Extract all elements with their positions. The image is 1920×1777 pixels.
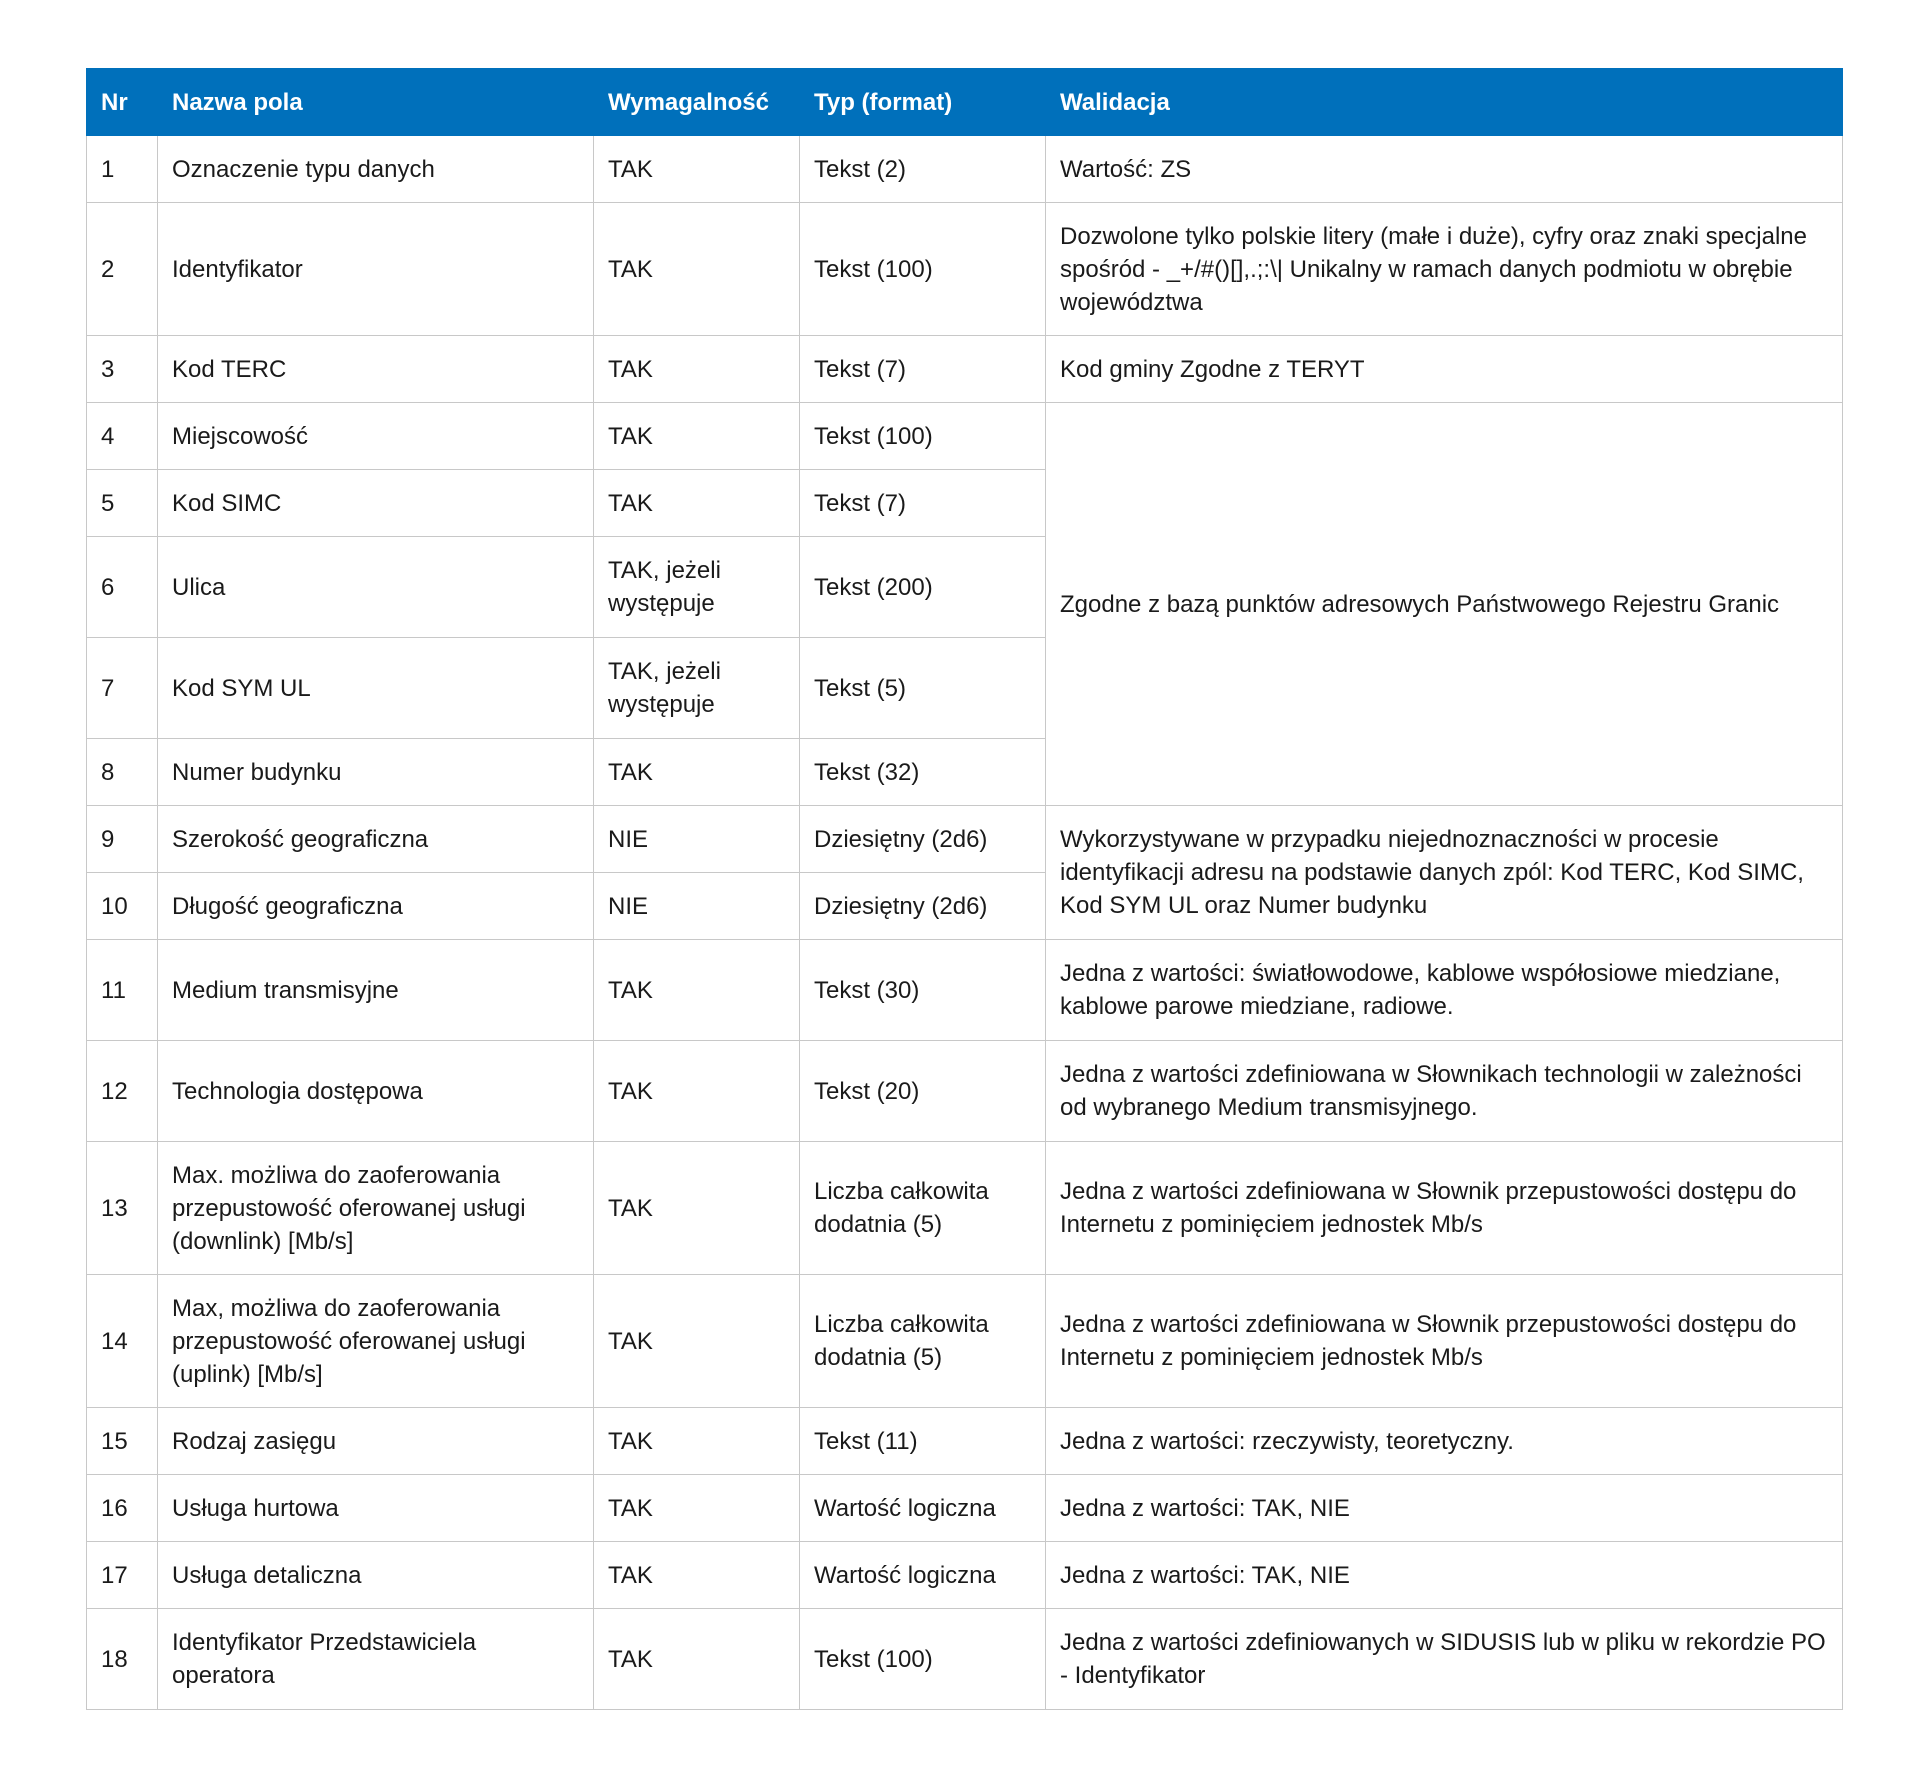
table-body — [87, 136, 1843, 1710]
cell-validation: Jedna z wartości zdefiniowanych w SIDUSIS lub w pliku w rekordzie PO - Identyfikator — [1046, 1609, 1843, 1710]
header-validation: Walidacja — [1046, 69, 1843, 136]
cell-nr: 16 — [87, 1475, 158, 1542]
header-field-name: Nazwa pola — [158, 69, 594, 136]
cell-nr: 1 — [87, 136, 158, 203]
cell-field-name: Identyfikator — [158, 203, 594, 336]
table-row — [87, 806, 1843, 873]
table-row — [87, 136, 1843, 203]
cell-field-name: Max. możliwa do zaoferowania przepustowość oferowanej usługi (downlink) [Mb/s] — [158, 1142, 594, 1275]
cell-nr: 8 — [87, 739, 158, 806]
cell-type-format: Wartość logiczna — [800, 1475, 1046, 1542]
cell-field-name: Usługa detaliczna — [158, 1542, 594, 1609]
cell-type-format: Tekst (32) — [800, 739, 1046, 806]
cell-type-format: Tekst (20) — [800, 1041, 1046, 1142]
cell-requirement: TAK, jeżeli występuje — [594, 537, 800, 638]
header-nr: Nr — [87, 69, 158, 136]
cell-type-format: Tekst (2) — [800, 136, 1046, 203]
cell-type-format: Tekst (100) — [800, 203, 1046, 336]
cell-requirement: TAK — [594, 1275, 800, 1408]
cell-field-name: Numer budynku — [158, 739, 594, 806]
cell-field-name: Długość geograficzna — [158, 873, 594, 940]
header-requirement: Wymagalność — [594, 69, 800, 136]
cell-nr: 10 — [87, 873, 158, 940]
cell-nr: 13 — [87, 1142, 158, 1275]
cell-requirement: TAK — [594, 1408, 800, 1475]
cell-validation: Kod gminy Zgodne z TERYT — [1046, 336, 1843, 403]
cell-field-name: Szerokość geograficzna — [158, 806, 594, 873]
cell-requirement: TAK — [594, 403, 800, 470]
cell-field-name: Kod SIMC — [158, 470, 594, 537]
cell-requirement: TAK — [594, 739, 800, 806]
cell-validation: Dozwolone tylko polskie litery (małe i duże), cyfry oraz znaki specjalne spośród - _+/#()[],.;:\| Unikalny w ramach danych podmiotu w obrębie województwa — [1046, 203, 1843, 336]
table-header — [87, 69, 1843, 136]
cell-type-format: Tekst (100) — [800, 403, 1046, 470]
header-type-format: Typ (format) — [800, 69, 1046, 136]
cell-type-format: Tekst (11) — [800, 1408, 1046, 1475]
cell-requirement: TAK — [594, 1475, 800, 1542]
cell-nr: 2 — [87, 203, 158, 336]
cell-nr: 12 — [87, 1041, 158, 1142]
cell-type-format: Tekst (200) — [800, 537, 1046, 638]
field-spec-table — [86, 68, 1843, 1710]
table-row — [87, 1041, 1843, 1142]
cell-requirement: TAK — [594, 1609, 800, 1710]
cell-validation: Jedna z wartości: rzeczywisty, teoretyczny. — [1046, 1408, 1843, 1475]
cell-field-name: Max, możliwa do zaoferowania przepustowość oferowanej usługi (uplink) [Mb/s] — [158, 1275, 594, 1408]
table-row — [87, 403, 1843, 470]
cell-requirement: TAK — [594, 136, 800, 203]
cell-nr: 11 — [87, 940, 158, 1041]
cell-requirement: NIE — [594, 873, 800, 940]
cell-field-name: Ulica — [158, 537, 594, 638]
cell-field-name: Miejscowość — [158, 403, 594, 470]
spec-table-container — [86, 68, 1842, 1710]
cell-nr: 6 — [87, 537, 158, 638]
cell-validation-merged: Wykorzystywane w przypadku niejednoznaczności w procesie identyfikacji adresu na podstawie danych zpól: Kod TERC, Kod SIMC, Kod SYM UL oraz Numer budynku — [1046, 806, 1843, 940]
cell-requirement: NIE — [594, 806, 800, 873]
cell-type-format: Dziesiętny (2d6) — [800, 873, 1046, 940]
cell-field-name: Rodzaj zasięgu — [158, 1408, 594, 1475]
table-row — [87, 1408, 1843, 1475]
cell-nr: 9 — [87, 806, 158, 873]
cell-validation: Jedna z wartości: TAK, NIE — [1046, 1475, 1843, 1542]
cell-requirement: TAK — [594, 470, 800, 537]
cell-requirement: TAK — [594, 940, 800, 1041]
cell-type-format: Dziesiętny (2d6) — [800, 806, 1046, 873]
table-row — [87, 203, 1843, 336]
cell-requirement: TAK — [594, 1142, 800, 1275]
table-row — [87, 1609, 1843, 1710]
cell-type-format: Wartość logiczna — [800, 1542, 1046, 1609]
cell-requirement: TAK — [594, 203, 800, 336]
cell-validation-merged: Zgodne z bazą punktów adresowych Państwowego Rejestru Granic — [1046, 403, 1843, 806]
cell-type-format: Tekst (7) — [800, 470, 1046, 537]
cell-nr: 3 — [87, 336, 158, 403]
cell-nr: 17 — [87, 1542, 158, 1609]
cell-field-name: Kod TERC — [158, 336, 594, 403]
cell-requirement: TAK, jeżeli występuje — [594, 638, 800, 739]
cell-field-name: Kod SYM UL — [158, 638, 594, 739]
cell-nr: 15 — [87, 1408, 158, 1475]
cell-field-name: Usługa hurtowa — [158, 1475, 594, 1542]
table-row — [87, 336, 1843, 403]
cell-nr: 18 — [87, 1609, 158, 1710]
cell-nr: 7 — [87, 638, 158, 739]
cell-nr: 14 — [87, 1275, 158, 1408]
cell-type-format: Liczba całkowita dodatnia (5) — [800, 1142, 1046, 1275]
cell-nr: 4 — [87, 403, 158, 470]
cell-type-format: Tekst (5) — [800, 638, 1046, 739]
cell-type-format: Liczba całkowita dodatnia (5) — [800, 1275, 1046, 1408]
cell-validation: Jedna z wartości: światłowodowe, kablowe współosiowe miedziane, kablowe parowe miedziane, radiowe. — [1046, 940, 1843, 1041]
cell-requirement: TAK — [594, 1041, 800, 1142]
cell-type-format: Tekst (100) — [800, 1609, 1046, 1710]
cell-validation: Jedna z wartości: TAK, NIE — [1046, 1542, 1843, 1609]
cell-field-name: Identyfikator Przedstawiciela operatora — [158, 1609, 594, 1710]
cell-validation: Jedna z wartości zdefiniowana w Słownik przepustowości dostępu do Internetu z pominięciem jednostek Mb/s — [1046, 1275, 1843, 1408]
table-row — [87, 1475, 1843, 1542]
cell-requirement: TAK — [594, 1542, 800, 1609]
cell-field-name: Oznaczenie typu danych — [158, 136, 594, 203]
cell-validation: Jedna z wartości zdefiniowana w Słownikach technologii w zależności od wybranego Medium transmisyjnego. — [1046, 1041, 1843, 1142]
table-row — [87, 940, 1843, 1041]
cell-field-name: Medium transmisyjne — [158, 940, 594, 1041]
cell-type-format: Tekst (30) — [800, 940, 1046, 1041]
table-row — [87, 1542, 1843, 1609]
cell-type-format: Tekst (7) — [800, 336, 1046, 403]
table-row — [87, 1142, 1843, 1275]
cell-validation: Jedna z wartości zdefiniowana w Słownik przepustowości dostępu do Internetu z pominięciem jednostek Mb/s — [1046, 1142, 1843, 1275]
cell-validation: Wartość: ZS — [1046, 136, 1843, 203]
cell-nr: 5 — [87, 470, 158, 537]
cell-requirement: TAK — [594, 336, 800, 403]
header-row — [87, 69, 1843, 136]
table-row — [87, 1275, 1843, 1408]
cell-field-name: Technologia dostępowa — [158, 1041, 594, 1142]
